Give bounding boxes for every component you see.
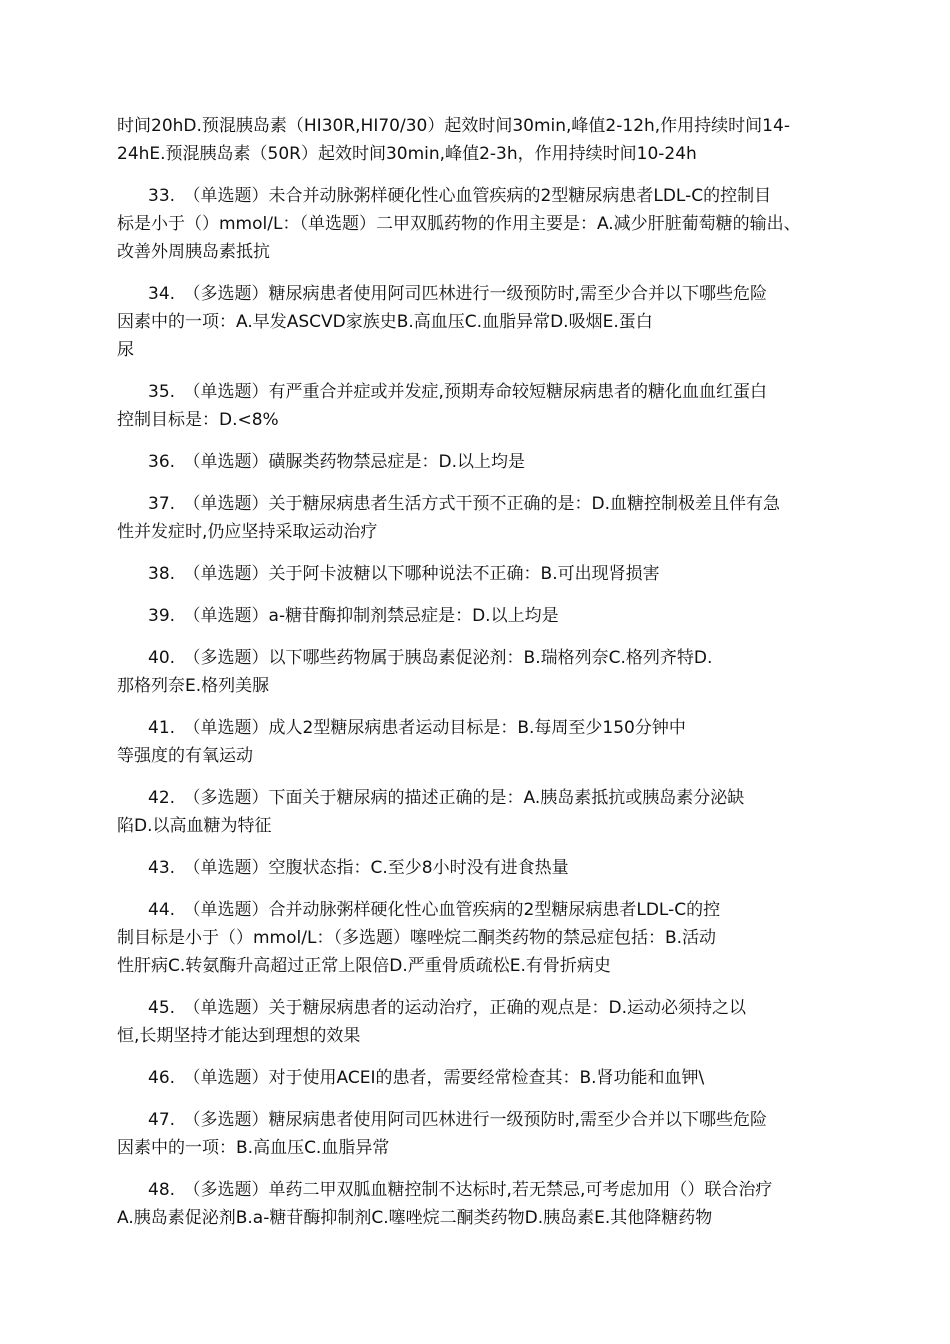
question-45 bbox=[117, 994, 877, 1050]
text-line: 41. （单选题）成人2型糖尿病患者运动目标是：B.每周至少150分钟中 bbox=[148, 718, 686, 738]
text-line: 36. （单选题）磺脲类药物禁忌症是：D.以上均是 bbox=[148, 452, 526, 472]
text-line: 性肝病C.转氨酶升高超过正常上限倍D.严重骨质疏松E.有骨折病史 bbox=[117, 956, 611, 976]
question-48 bbox=[117, 1176, 877, 1232]
text-line: 制目标是小于（）mmol/L：（多选题）噻唑烷二酮类药物的禁忌症包括：B.活动 bbox=[117, 928, 717, 948]
text-line: 44. （单选题）合并动脉粥样硬化性心血管疾病的2型糖尿病患者LDL-C的控 bbox=[148, 900, 721, 920]
text-line: 24hE.预混胰岛素（50R）起效时间30min,峰值2-3h，作用持续时间10-24h bbox=[117, 144, 697, 164]
text-line: 39. （单选题）a-糖苷酶抑制剂禁忌症是：D.以上均是 bbox=[148, 606, 559, 626]
text-line: 控制目标是：D.<8% bbox=[117, 410, 279, 430]
text-line: 42. （多选题）下面关于糖尿病的描述正确的是：A.胰岛素抵抗或胰岛素分泌缺 bbox=[148, 788, 745, 808]
text-line: 43. （单选题）空腹状态指：C.至少8小时没有进食热量 bbox=[148, 858, 569, 878]
text-line: 标是小于（）mmol/L：（单选题）二甲双胍药物的作用主要是：A.减少肝脏葡萄糖的输出、 bbox=[117, 214, 801, 234]
text-line: 47. （多选题）糖尿病患者使用阿司匹林进行一级预防时,需至少合并以下哪些危险 bbox=[148, 1110, 767, 1130]
question-38 bbox=[117, 560, 877, 588]
text-line: 45. （单选题）关于糖尿病患者的运动治疗，正确的观点是：D.运动必须持之以 bbox=[148, 998, 747, 1018]
question-40 bbox=[117, 644, 877, 700]
text-line: 因素中的一项：A.早发ASCVD家族史B.高血压C.血脂异常D.吸烟E.蛋白 bbox=[117, 312, 653, 332]
question-47 bbox=[117, 1106, 877, 1162]
question-36 bbox=[117, 448, 877, 476]
question-42 bbox=[117, 784, 877, 840]
text-line: 34. （多选题）糖尿病患者使用阿司匹林进行一级预防时,需至少合并以下哪些危险 bbox=[148, 284, 767, 304]
text-line: 37. （单选题）关于糖尿病患者生活方式干预不正确的是：D.血糖控制极差且伴有急 bbox=[148, 494, 781, 514]
text-line: 时间20hD.预混胰岛素（HI30R,HI70/30）起效时间30min,峰值2-12h,作用持续时间14- bbox=[117, 116, 790, 136]
question-41 bbox=[117, 714, 877, 770]
text-line: 48. （多选题）单药二甲双胍血糖控制不达标时,若无禁忌,可考虑加用（）联合治疗 bbox=[148, 1180, 773, 1200]
text-line: 改善外周胰岛素抵抗 bbox=[117, 242, 270, 262]
question-33 bbox=[117, 182, 877, 266]
question-35 bbox=[117, 378, 877, 434]
text-line: 恒,长期坚持才能达到理想的效果 bbox=[117, 1026, 361, 1046]
text-line: 陷D.以高血糖为特征 bbox=[117, 816, 272, 836]
text-line: 46. （单选题）对于使用ACEI的患者，需要经常检查其：B.肾功能和血钾\ bbox=[148, 1068, 705, 1088]
document-body bbox=[117, 112, 877, 1232]
question-34 bbox=[117, 280, 877, 364]
question-37 bbox=[117, 490, 877, 546]
text-line: 那格列奈E.格列美脲 bbox=[117, 676, 270, 696]
text-line: A.胰岛素促泌剂B.a-糖苷酶抑制剂C.噻唑烷二酮类药物D.胰岛素E.其他降糖药物 bbox=[117, 1208, 713, 1228]
paragraph-continuation bbox=[117, 112, 877, 168]
text-line: 因素中的一项：B.高血压C.血脂异常 bbox=[117, 1138, 390, 1158]
text-line: 33. （单选题）未合并动脉粥样硬化性心血管疾病的2型糖尿病患者LDL-C的控制目 bbox=[148, 186, 772, 206]
text-line: 尿 bbox=[117, 340, 134, 360]
text-line: 40. （多选题）以下哪些药物属于胰岛素促泌剂：B.瑞格列奈C.格列齐特D. bbox=[148, 648, 713, 668]
text-line: 性并发症时,仍应坚持采取运动治疗 bbox=[117, 522, 378, 542]
text-line: 35. （单选题）有严重合并症或并发症,预期寿命较短糖尿病患者的糖化血血红蛋白 bbox=[148, 382, 767, 402]
question-39 bbox=[117, 602, 877, 630]
text-line: 等强度的有氧运动 bbox=[117, 746, 253, 766]
question-44 bbox=[117, 896, 877, 980]
question-43 bbox=[117, 854, 877, 882]
text-line: 38. （单选题）关于阿卡波糖以下哪种说法不正确：B.可出现肾损害 bbox=[148, 564, 660, 584]
question-46 bbox=[117, 1064, 877, 1092]
